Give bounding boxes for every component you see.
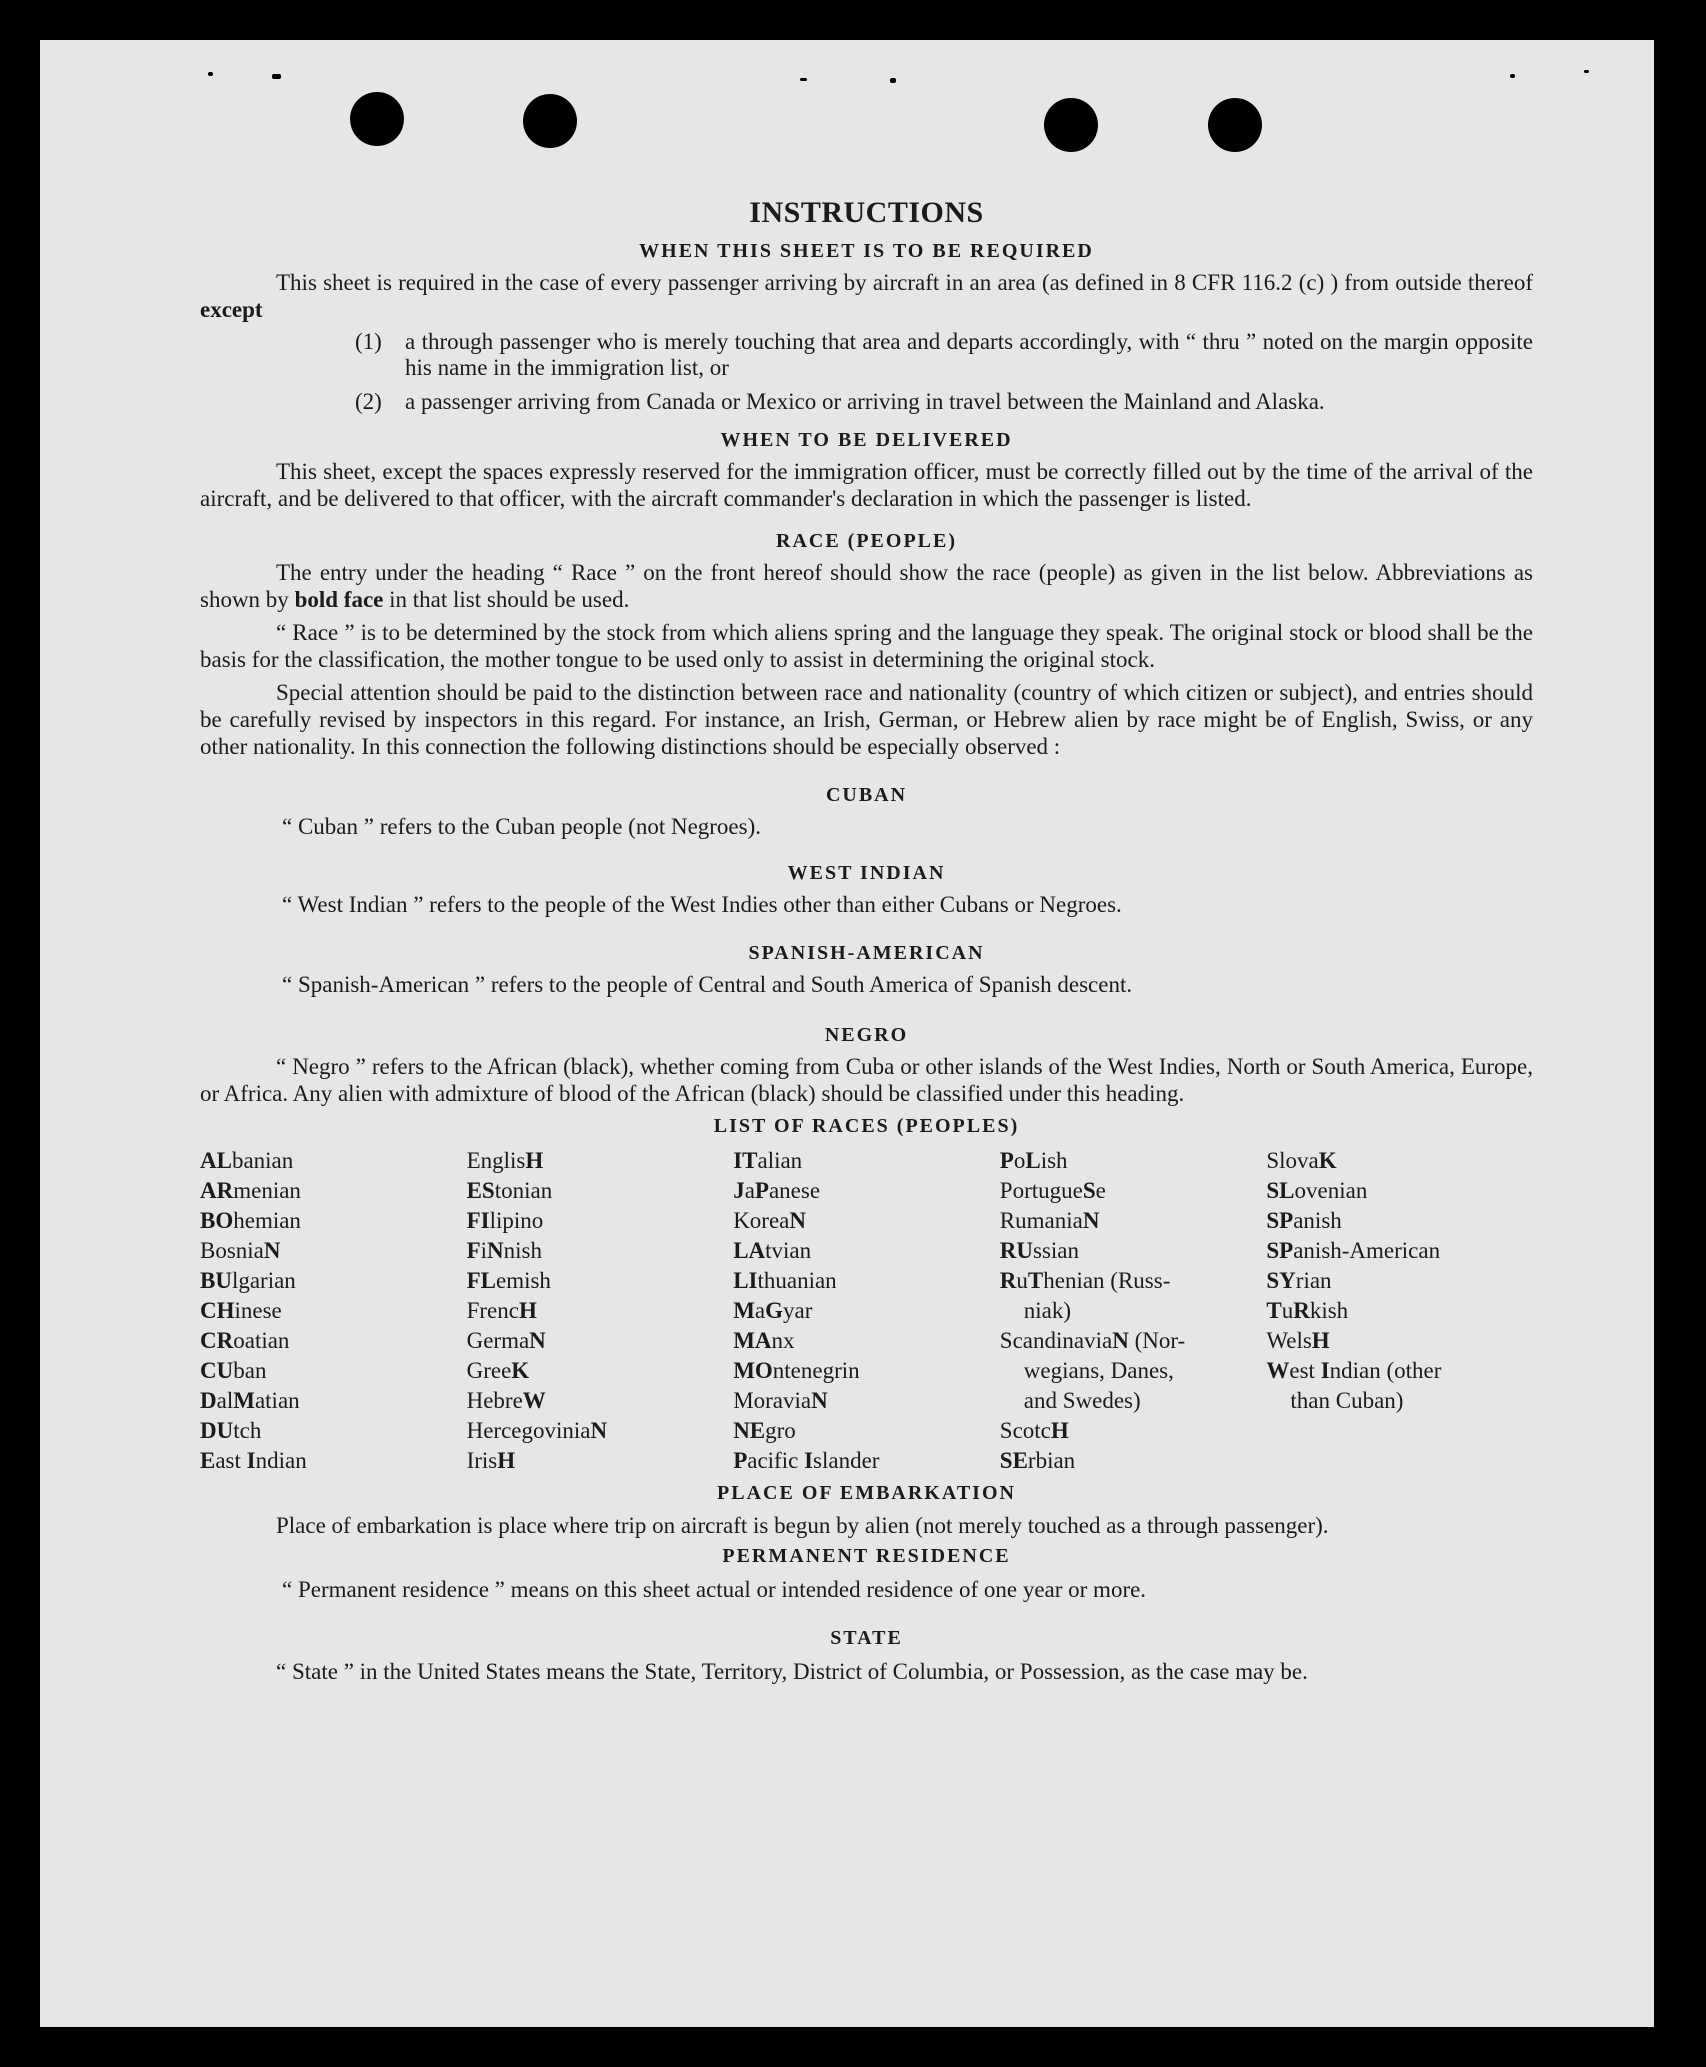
race-entry: SPanish-American bbox=[1266, 1238, 1441, 1263]
punch-hole bbox=[350, 92, 404, 146]
race-text: in that list should be used. bbox=[389, 587, 630, 612]
race-entry: RuThenian (Russ- bbox=[999, 1268, 1171, 1293]
race-entry: MaGyar bbox=[733, 1298, 813, 1323]
except-bold: except bbox=[200, 297, 263, 322]
race-entry: MoraviaN bbox=[733, 1388, 828, 1413]
item-text: a through passenger who is merely touching that area and departs accordingly, with “ thru ” noted on the margin opposite his name in the immigration list, or bbox=[405, 329, 1533, 380]
spanish-american-paragraph: “ Spanish-American ” refers to the people of Central and South America of Spanish descent. bbox=[282, 972, 1133, 997]
race-entry: JaPanese bbox=[733, 1178, 821, 1203]
race-paragraph-2: “ Race ” is to be determined by the stock from which aliens spring and the language they speak. The original stock or blood shall be the basis for the classification, the mother tongue to be used only to assist in determining the original stock. bbox=[200, 620, 1533, 672]
race-entry: GermaN bbox=[466, 1328, 546, 1353]
race-entry: IrisH bbox=[466, 1448, 516, 1473]
heading-west-indian: WEST INDIAN bbox=[787, 862, 946, 884]
race-entry: NEgro bbox=[733, 1418, 796, 1443]
race-entry: East Indian bbox=[200, 1448, 307, 1473]
dust-speck bbox=[890, 78, 896, 83]
punch-hole bbox=[1208, 98, 1262, 152]
race-entry: CRoatian bbox=[200, 1328, 290, 1353]
heading-when-delivered: WHEN TO BE DELIVERED bbox=[720, 429, 1013, 451]
bold-face-label: bold face bbox=[294, 587, 384, 612]
race-entry: BUlgarian bbox=[200, 1268, 296, 1293]
item-text: a passenger arriving from Canada or Mexico or arriving in travel between the Mainland and Alaska. bbox=[405, 389, 1325, 414]
race-paragraph-1 bbox=[200, 559, 1533, 613]
race-entry: RumaniaN bbox=[999, 1208, 1100, 1233]
heading-cuban: CUBAN bbox=[825, 784, 908, 806]
negro-paragraph: “ Negro ” refers to the African (black), whether coming from Cuba or other islands of the West Indies, North or South America, Europe, or Africa. Any alien with admixture of blood of the African (black) should be classified under this heading. bbox=[200, 1054, 1533, 1106]
when-delivered-paragraph: This sheet, except the spaces expressly reserved for the immigration officer, must be correctly filled out by the time of the arrival of the aircraft, and be delivered to that officer, with the aircraft commander's declaration in which the passenger is listed. bbox=[200, 459, 1533, 511]
race-entry: TuRkish bbox=[1266, 1298, 1349, 1323]
race-entry: LIthuanian bbox=[733, 1268, 837, 1293]
race-entry: SErbian bbox=[999, 1448, 1076, 1473]
race-entry: BOhemian bbox=[200, 1208, 301, 1233]
when-required-paragraph bbox=[200, 269, 1533, 323]
heading-permanent-residence: PERMANENT RESIDENCE bbox=[722, 1545, 1011, 1567]
race-column bbox=[1266, 1146, 1533, 1476]
page-title: INSTRUCTIONS bbox=[749, 196, 984, 229]
place-of-embarkation-paragraph: Place of embarkation is place where trip on aircraft is begun by alien (not merely touched as a through passenger). bbox=[276, 1513, 1329, 1538]
dust-speck bbox=[800, 78, 807, 81]
race-column bbox=[467, 1146, 734, 1476]
race-entry: MAnx bbox=[733, 1328, 795, 1353]
race-entry: EnglisH bbox=[466, 1148, 544, 1173]
race-entry: GreeK bbox=[466, 1358, 530, 1383]
race-column bbox=[733, 1146, 1000, 1476]
race-entry: HebreW bbox=[466, 1388, 546, 1413]
race-entry: CUban bbox=[200, 1358, 267, 1383]
item-number: (1) bbox=[355, 329, 382, 354]
race-entry: FiNnish bbox=[466, 1238, 543, 1263]
when-required-text: This sheet is required in the case of every passenger arriving by aircraft in an area (as defined in 8 CFR 116.2 (c) ) from outside thereof bbox=[276, 270, 1533, 295]
state-paragraph: “ State ” in the United States means the State, Territory, District of Columbia, or Possession, as the case may be. bbox=[276, 1659, 1308, 1684]
dust-speck bbox=[1584, 70, 1589, 73]
heading-spanish-american: SPANISH-AMERICAN bbox=[748, 942, 985, 964]
punch-hole bbox=[523, 94, 577, 148]
race-entry: EStonian bbox=[466, 1178, 553, 1203]
permanent-residence-paragraph: “ Permanent residence ” means on this sheet actual or intended residence of one year or more. bbox=[282, 1577, 1147, 1602]
heading-place-of-embarkation: PLACE OF EMBARKATION bbox=[717, 1482, 1016, 1504]
race-entry: FrencH bbox=[466, 1298, 537, 1323]
race-entry: FIlipino bbox=[466, 1208, 544, 1233]
race-entry: SYrian bbox=[1266, 1268, 1332, 1293]
race-entry: ITalian bbox=[733, 1148, 803, 1173]
west-indian-paragraph: “ West Indian ” refers to the people of the West Indies other than either Cubans or Negroes. bbox=[282, 892, 1122, 917]
heading-list-of-races: LIST OF RACES (PEOPLES) bbox=[713, 1115, 1020, 1137]
race-entry: ARmenian bbox=[200, 1178, 301, 1203]
race-entry: WelsH bbox=[1266, 1328, 1330, 1353]
heading-when-required: WHEN THIS SHEET IS TO BE REQUIRED bbox=[639, 240, 1094, 262]
heading-state: STATE bbox=[830, 1627, 903, 1649]
race-entry: LAtvian bbox=[733, 1238, 812, 1263]
dust-speck bbox=[272, 74, 281, 79]
race-entry: than Cuban) bbox=[1290, 1388, 1404, 1413]
race-entry: and Swedes) bbox=[1023, 1388, 1141, 1413]
exception-item bbox=[355, 389, 1533, 415]
race-entry: CHinese bbox=[200, 1298, 282, 1323]
dust-speck bbox=[1510, 74, 1515, 78]
dust-speck bbox=[208, 72, 213, 76]
heading-race: RACE (PEOPLE) bbox=[776, 530, 957, 552]
race-entry: ScotcH bbox=[999, 1418, 1069, 1443]
item-number: (2) bbox=[355, 389, 382, 414]
race-entry: West Indian (other bbox=[1266, 1358, 1442, 1383]
instructions-content bbox=[200, 158, 1533, 1688]
race-entry: ALbanian bbox=[200, 1148, 294, 1173]
race-text: The entry under the heading “ Race ” on the front hereof should show the race (people) as given in the list below. Abbreviations as shown by bbox=[200, 560, 1533, 612]
race-entry: SPanish bbox=[1266, 1208, 1342, 1233]
race-entry: DalMatian bbox=[200, 1388, 300, 1413]
race-entry: MOntenegrin bbox=[733, 1358, 860, 1383]
document-page bbox=[40, 40, 1654, 2027]
exception-item bbox=[355, 329, 1533, 381]
race-column bbox=[200, 1146, 467, 1476]
race-entry: SLovenian bbox=[1266, 1178, 1368, 1203]
race-entry: DUtch bbox=[200, 1418, 262, 1443]
race-entry: Pacific Islander bbox=[733, 1448, 880, 1473]
race-paragraph-3: Special attention should be paid to the distinction between race and nationality (country of which citizen or subject), and entries should be carefully revised by inspectors in this regard. For instance, an Irish, German, or Hebrew alien by race might be of English, Swiss, or any other nationality. In this connection the following distinctions should be especially observed : bbox=[200, 680, 1533, 759]
race-entry: FLemish bbox=[466, 1268, 551, 1293]
race-entry: ScandinaviaN (Nor- bbox=[999, 1328, 1186, 1353]
race-entry: KoreaN bbox=[733, 1208, 806, 1233]
race-column bbox=[1000, 1146, 1267, 1476]
race-list bbox=[200, 1146, 1533, 1476]
race-entry: PortugueSe bbox=[999, 1178, 1106, 1203]
race-entry: SlovaK bbox=[1266, 1148, 1337, 1173]
race-entry: HercegoviniaN bbox=[466, 1418, 608, 1443]
race-entry: PoLish bbox=[999, 1148, 1068, 1173]
race-entry: BosniaN bbox=[200, 1238, 281, 1263]
cuban-paragraph: “ Cuban ” refers to the Cuban people (not Negroes). bbox=[282, 814, 762, 839]
heading-negro: NEGRO bbox=[824, 1024, 909, 1046]
punch-hole bbox=[1044, 98, 1098, 152]
race-entry: RUssian bbox=[999, 1238, 1080, 1263]
race-entry: niak) bbox=[1023, 1298, 1072, 1323]
race-entry: wegians, Danes, bbox=[1023, 1358, 1174, 1383]
